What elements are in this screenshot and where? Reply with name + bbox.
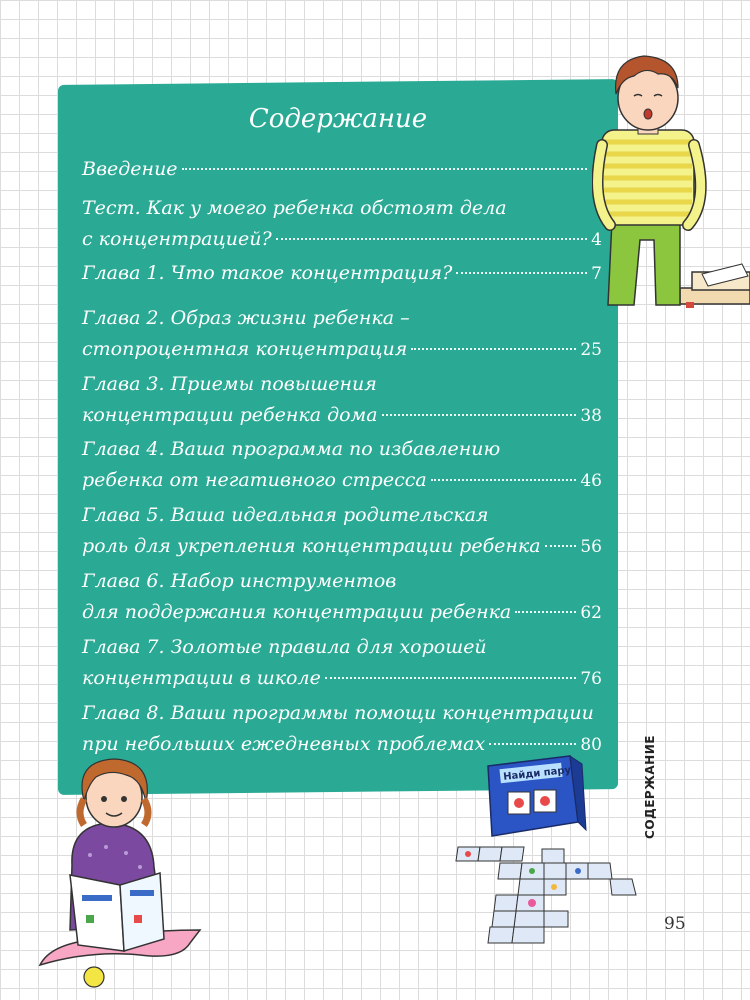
toc-entry-text: Глава 5. Ваша идеальная родительская <box>82 504 489 526</box>
toc-entry-text: концентрации ребенка дома <box>82 404 378 426</box>
toc-page-number: 7 <box>591 264 602 284</box>
toc-entry-text: Глава 8. Ваши программы помощи концентрации <box>82 702 594 724</box>
toc-page-number: 46 <box>580 471 602 491</box>
toc-entry-text: Глава 1. Что такое концентрация? <box>82 262 453 284</box>
toc-entry[interactable] <box>82 258 602 290</box>
leader-dots <box>382 414 577 416</box>
toc-entry[interactable] <box>82 566 602 629</box>
toc-entry-text: Глава 6. Набор инструментов <box>82 570 397 592</box>
toc-entry[interactable] <box>82 303 602 366</box>
leader-dots <box>325 677 577 679</box>
section-side-label: СОДЕРЖАНИЕ <box>643 735 657 839</box>
toc-page-number: 38 <box>580 406 602 426</box>
toc-title: Содержание <box>248 104 428 134</box>
toc-entry[interactable] <box>82 154 602 186</box>
toc-entry-text: Глава 3. Приемы повышения <box>82 373 377 395</box>
toc-entry[interactable] <box>82 434 602 497</box>
toc-page-number: 56 <box>580 537 602 557</box>
toc-entry-text: Тест. Как у моего ребенка обстоят дела <box>82 197 507 219</box>
toc-entry-text: для поддержания концентрации ребенка <box>82 601 512 623</box>
toc-page-number: 25 <box>580 340 602 360</box>
toc-entry-text: роль для укрепления концентрации ребенка <box>82 535 541 557</box>
leader-dots <box>456 272 587 274</box>
toc-entry[interactable] <box>82 369 602 432</box>
toc-entry-text: Глава 4. Ваша программа по избавлению <box>82 438 501 460</box>
leader-dots <box>182 168 588 170</box>
boy-illustration <box>592 50 750 310</box>
toc-entry-text: концентрации в школе <box>82 667 321 689</box>
toc-page-number: 62 <box>580 603 602 623</box>
leader-dots <box>545 545 577 547</box>
toc-entry-text: Глава 7. Золотые правила для хорошей <box>82 636 487 658</box>
toc-entry-text: с концентрацией? <box>82 228 272 250</box>
leader-dots <box>489 743 576 745</box>
toc-entry-text: Глава 2. Образ жизни ребенка – <box>82 307 410 329</box>
girl-illustration <box>30 755 215 990</box>
game-box-illustration <box>478 752 588 844</box>
toc-entry-text: стопроцентная концентрация <box>82 338 408 360</box>
game-board-illustration <box>440 835 640 945</box>
leader-dots <box>431 479 577 481</box>
page-number: 95 <box>664 914 686 934</box>
toc-entry-text: Введение <box>82 158 178 180</box>
leader-dots <box>411 348 576 350</box>
toc-page-number: 76 <box>580 669 602 689</box>
leader-dots <box>276 238 588 240</box>
toc-entry[interactable] <box>82 500 602 563</box>
game-box-title: Найди пару <box>502 764 572 783</box>
leader-dots <box>515 611 576 613</box>
toc-entry[interactable] <box>82 632 602 695</box>
toc-entry-text: при небольших ежедневных проблемах <box>82 733 486 755</box>
toc-entry-text: ребенка от негативного стресса <box>82 469 427 491</box>
toc-page-number: 3 <box>591 160 602 180</box>
toc-entry[interactable] <box>82 193 602 256</box>
toc-page-number: 4 <box>591 230 602 250</box>
toc-page-number: 80 <box>580 735 602 755</box>
